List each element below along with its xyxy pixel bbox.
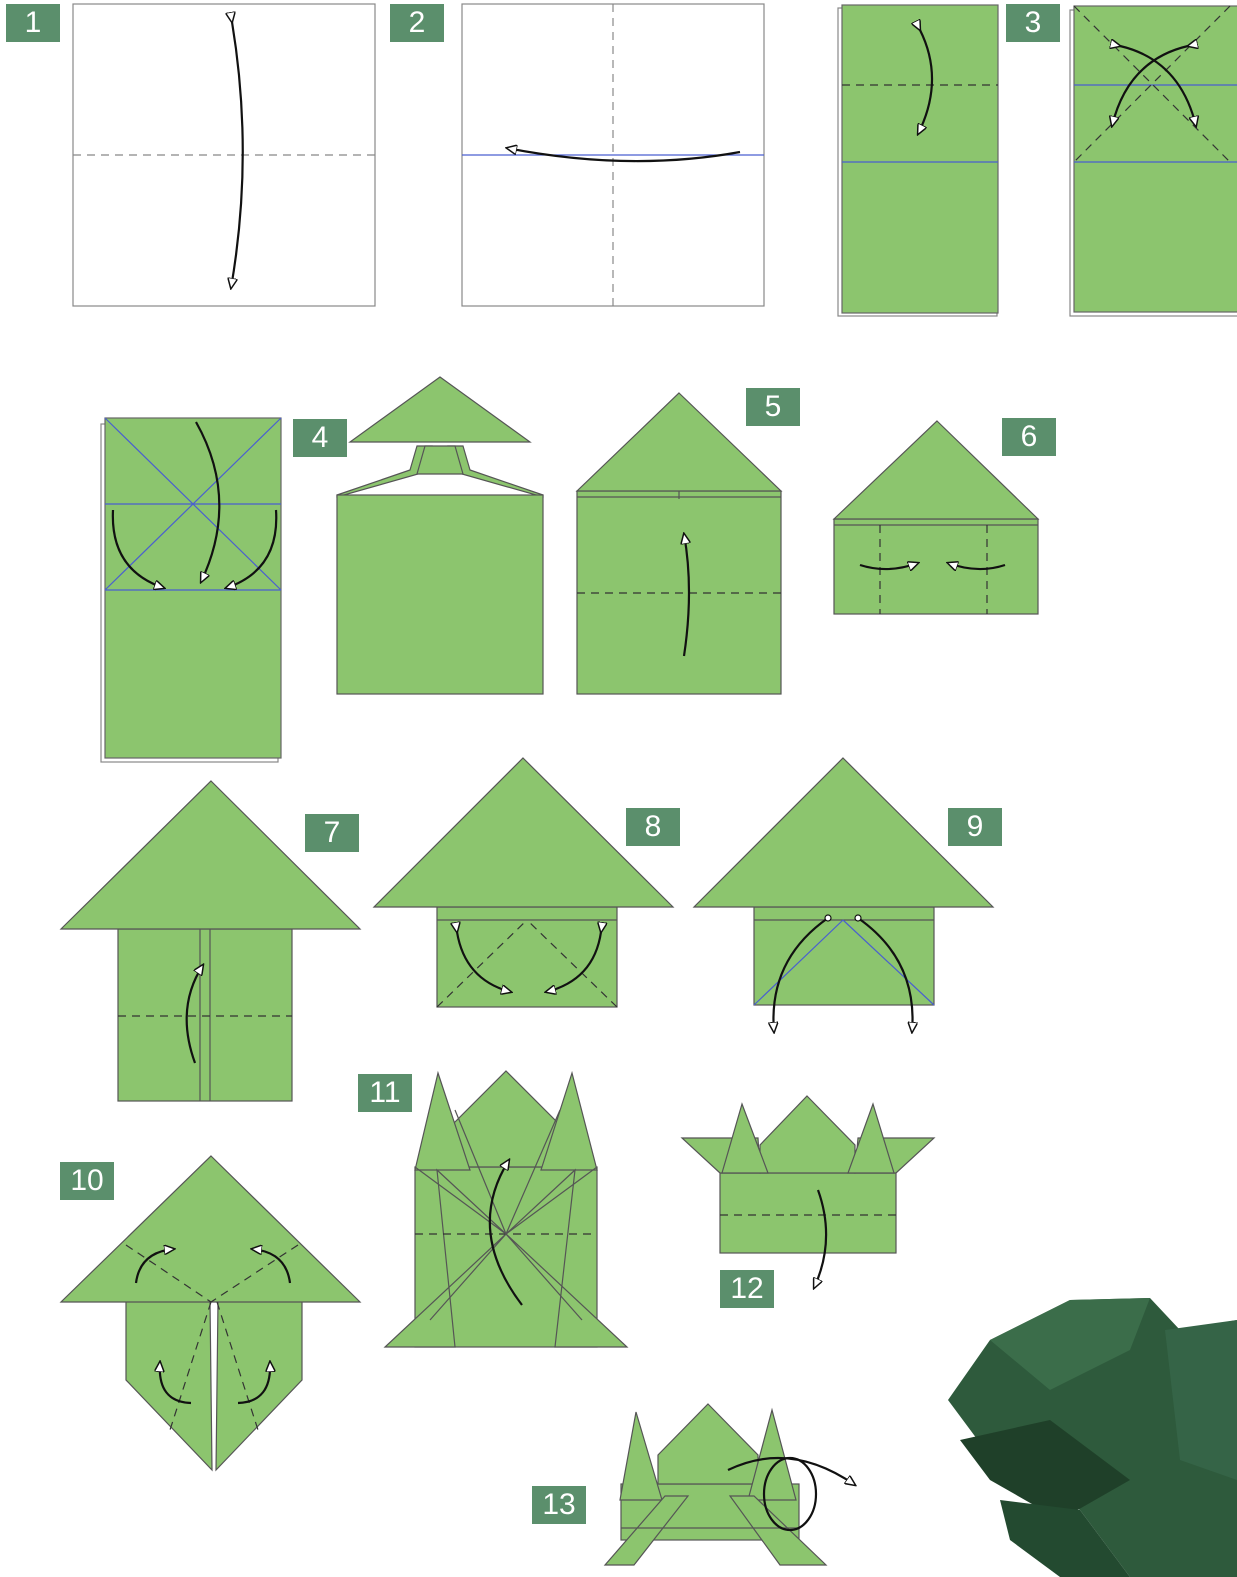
step-badge-12: 12 (720, 1270, 774, 1308)
step-badge-10: 10 (60, 1162, 114, 1200)
step-12-diagram (682, 1096, 934, 1288)
step-badge-11: 11 (358, 1074, 412, 1112)
step-9-diagram (694, 758, 993, 1032)
step-10-diagram (61, 1156, 360, 1470)
step-3-diagram-b (1070, 6, 1237, 316)
step-badge-9: 9 (948, 808, 1002, 846)
step-badge-3: 3 (1006, 4, 1060, 42)
step-badge-2: 2 (390, 4, 444, 42)
step-8-diagram (374, 758, 673, 1007)
step-2-diagram (462, 4, 764, 306)
step-5-diagram (577, 393, 781, 694)
step-11-diagram (385, 1071, 627, 1347)
step-badge-8: 8 (626, 808, 680, 846)
step-badge-5: 5 (746, 388, 800, 426)
step-badge-13: 13 (532, 1486, 586, 1524)
step-badge-7: 7 (305, 814, 359, 852)
step-13-diagram (605, 1404, 855, 1565)
step-badge-4: 4 (293, 419, 347, 457)
step-4-result-diagram (337, 377, 543, 694)
step-1-diagram (73, 4, 375, 306)
finished-frog-photo (948, 1298, 1237, 1577)
step-3-diagram-a (838, 5, 998, 316)
step-badge-1: 1 (6, 4, 60, 42)
step-badge-6: 6 (1002, 418, 1056, 456)
step-4-diagram (101, 418, 281, 762)
